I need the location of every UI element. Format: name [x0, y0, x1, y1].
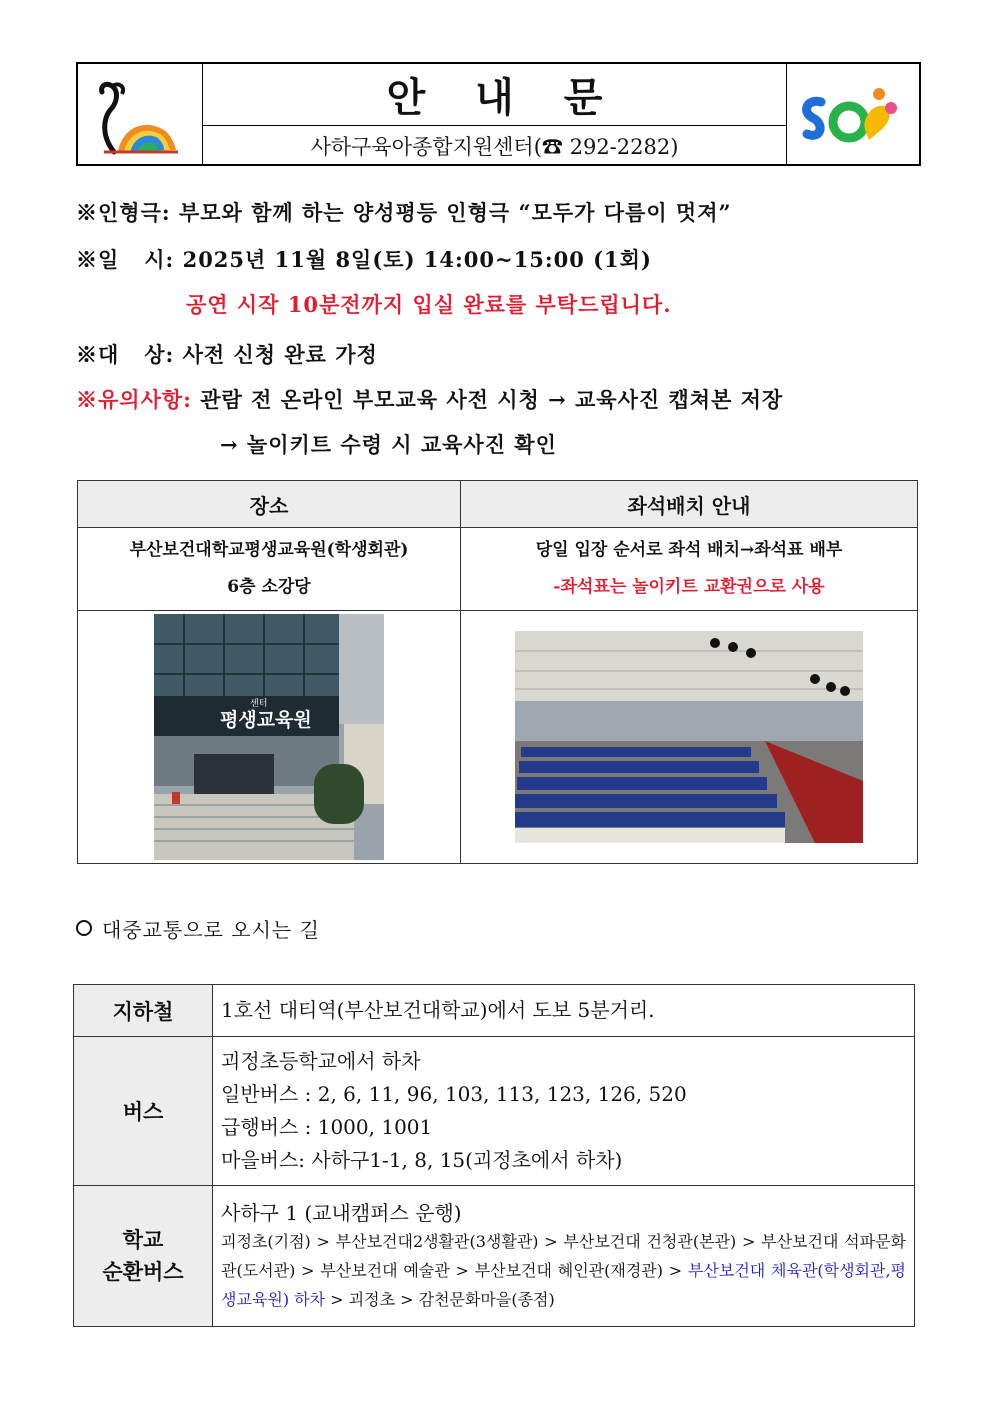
- date-label: ※일 시:: [76, 247, 175, 272]
- seating-info: 당일 입장 순서로 좌석 배치→좌석표 배부: [535, 540, 843, 560]
- bus-cell: [213, 1037, 915, 1186]
- sign-small: 센터: [250, 699, 268, 709]
- shuttle-label: [74, 1186, 213, 1327]
- shuttle-route-start: 괴정초(기점) > 부산보건대2생활관(3생활관) > 부산보건대 건청관(본관) > 부산보건대 석파문화관(도서관) > 부산보건대 예술관 > 부산보건대 혜인관(재경관) >: [221, 1231, 906, 1280]
- arrival-notice: 공연 시작 10분전까지 입실 완료를 부탁드립니다.: [186, 292, 672, 317]
- shuttle-label-2: 순환버스: [102, 1259, 184, 1284]
- header-box: [76, 62, 921, 166]
- caution-text-1: 관람 전 온라인 부모교육 사전 시청 → 교육사진 캡쳐본 저장: [200, 387, 784, 412]
- target-label: ※대 상:: [76, 342, 175, 367]
- place-cell: [78, 528, 461, 611]
- regular-bus: 일반버스 : 2, 6, 11, 96, 103, 113, 123, 126, 520: [221, 1082, 687, 1106]
- play-value: 부모와 함께 하는 양성평등 인형극 “모두가 다름이 멋져”: [178, 200, 732, 225]
- seating-header: 좌석배치 안내: [461, 481, 918, 528]
- place-room: 6층 소강당: [227, 577, 311, 597]
- saha-logo: [786, 64, 919, 164]
- village-bus: 마을버스: 사하구1-1, 8, 15(괴정초에서 하차): [221, 1148, 623, 1172]
- subway-label: 지하철: [74, 985, 213, 1037]
- place-name: 부산보건대학교평생교육원(학생회관): [129, 540, 409, 560]
- shuttle-route-end: > 괴정초 > 감천문화마을(종점): [330, 1289, 555, 1309]
- place-table: [77, 480, 918, 864]
- bus-stop: 괴정초등학교에서 하차: [221, 1049, 421, 1073]
- building-photo-cell: [78, 611, 461, 864]
- play-line: [76, 197, 732, 227]
- transit-table: [73, 984, 915, 1327]
- place-header: 장소: [78, 481, 461, 528]
- center-name: 사하구육아종합지원센터(☎ 292-2282): [310, 134, 679, 159]
- seating-ticket-note: -좌석표는 놀이키트 교환권으로 사용: [553, 577, 825, 597]
- building-photo: [154, 614, 384, 860]
- page-title: 안 내 문: [202, 64, 787, 126]
- target-line: [76, 339, 378, 369]
- shuttle-title: 사하구 1 (교내캠퍼스 운행): [221, 1200, 462, 1225]
- circle-bullet-icon: [76, 920, 92, 936]
- shuttle-route-stop: 부산보건대 체육관(학생회관,평생교육원) 하차: [221, 1260, 907, 1309]
- sign-text: 평생교육원: [220, 709, 312, 731]
- auditorium-photo: [515, 631, 863, 843]
- swan-logo: [78, 64, 203, 164]
- shuttle-label-1: 학교: [122, 1227, 164, 1252]
- date-value: 2025년 11월 8일(토) 14:00~15:00 (1회): [182, 247, 652, 272]
- caution-label: ※유의사항:: [76, 387, 192, 412]
- shuttle-cell: [213, 1186, 915, 1327]
- seating-cell: [461, 528, 918, 611]
- play-label: ※인형극:: [76, 200, 171, 225]
- auditorium-photo-cell: [461, 611, 918, 864]
- target-value: 사전 신청 완료 가정: [182, 342, 378, 367]
- express-bus: 급행버스 : 1000, 1001: [221, 1115, 433, 1139]
- subway-text: 1호선 대티역(부산보건대학교)에서 도보 5분거리.: [213, 985, 915, 1037]
- caution-line: [76, 384, 783, 414]
- caution-text-2: → 놀이키트 수령 시 교육사진 확인: [220, 432, 557, 457]
- bus-label: 버스: [74, 1037, 213, 1186]
- date-line: [76, 244, 652, 274]
- transit-heading: [76, 914, 320, 943]
- shuttle-route: [221, 1227, 906, 1314]
- transit-heading-text: 대중교통으로 오시는 길: [102, 918, 320, 942]
